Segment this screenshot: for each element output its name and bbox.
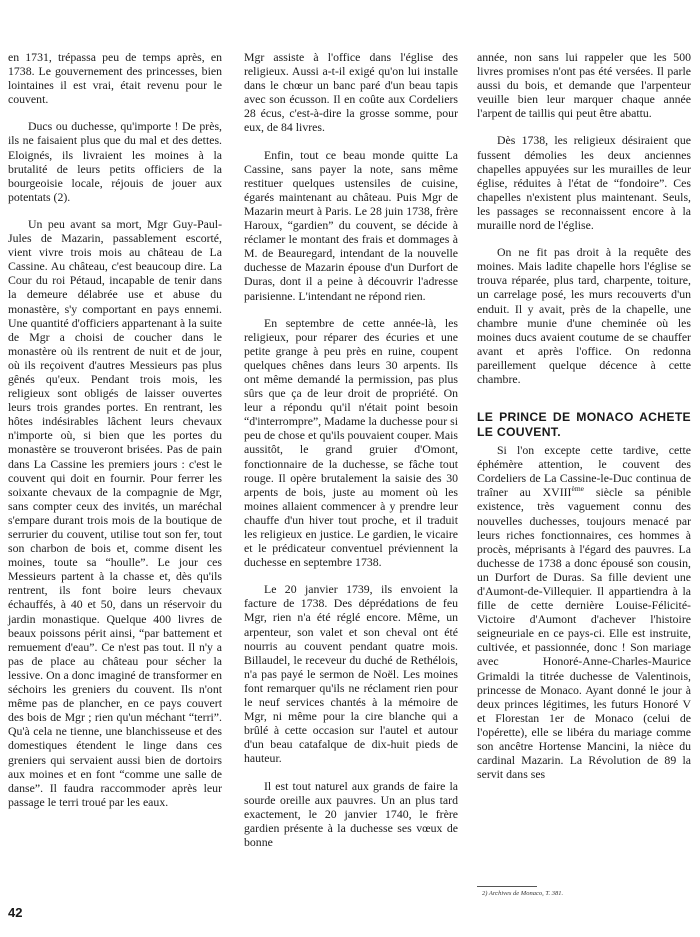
paragraph: Le 20 janvier 1739, ils envoient la facture de 1738. Des déprédations de feu Mgr, rien n'a été réglé encore. Même, un arpenteur, son valet et son cheval ont été nourris au couvent pendant quatre mois. Billaudel, le receveur du duché de Rethélois, n'a pas payé le sermon de Noël. Les moines font remarquer qu'ils ne réclament rien pour le neuf services chantés à la mémoire de Mgr, ni même pour la cire blanche qui a brûlé à cette occasion sur l'autel et autour d'un beau catafalque de dix-huit pieds de hauteur.	[244, 582, 458, 766]
text-column-2	[244, 50, 458, 862]
paragraph: Un peu avant sa mort, Mgr Guy-Paul-Jules de Mazarin, passablement escorté, vient vivre trois mois au château de La Cassine. Au château, c'est beaucoup dire. La Cour du roi Pétaud, incapable de tenir dans la demeure délabrée use et abuse du monastère, s'y comportant en pays ennemi. Une quantité d'officiers appartenant à la suite de Mgr a choisi de coucher dans le monastère où ils rentrent de nuit et de jour, où ils reçoivent d'autres Messieurs pas plus gênés qu'eux. Pendant trois mois, les religieux sont obligés de laisser ouvertes leurs trois grandes portes. En rentrant, les hôtes indésirables lâchent leurs chevaux n'importe où, si bien que les portes du monastère se trouveront brisées. Pas de pain dans La Cassine les premiers jours : c'est le couvent qui doit en fournir. Pour ferrer les soixante chevaux de la compagnie de Mgr, sans compter ceux des invités, un maréchal s'empare durant trois mois de la boutique de serrurier du couvent, utilise tout son fer, tout son charbon de bois et, comme disent les moines, toute sa “houlle”. Le jour ces Messieurs partent à la chasse et, dès qu'ils rentrent, ils font boire leurs chevaux échauffés, à 40 et 50, dans un réservoir du jardin monastique. Quelque 400 livres de beaux poissons périt ainsi, “par battement et remuement d'eau”. Ce n'est pas tout. Il n'y a pas de place au château pour sécher la lessive. On a donc imaginé de transformer en séchoirs les greniers du couvent. Ils n'ont même pas de plancher, en ce pays couvert des bois de Mgr ; rien qu'un méchant “terri”. Qu'à cela ne tienne, une blanchisseuse et des domestiques étendent le linge dans ces greniers qui servaient aussi bien de dortoirs aux moines et en font “comme une salle de danse”. Il faudra raccommoder après leur passage le terri troué par les eaux.	[8, 216, 222, 809]
paragraph: On ne fit pas droit à la requête des moines. Mais ladite chapelle hors l'église se trouva réparée, plus tard, charpente, toiture, un carrelage posé, les murs recouverts d'un enduit. Il y avait, près de la chapelle, une chambre munie d'une cheminée où les moines ducs avaient coutume de se chauffer avant et après l'office. On redonna pareillement quelque décence à cette chambre.	[477, 245, 691, 386]
section-heading: LE PRINCE DE MONACO ACHETE LE COUVENT.	[477, 410, 691, 439]
footnote: 2) Archives de Monaco, T. 381.	[482, 890, 564, 897]
paragraph: en 1731, trépassa peu de temps après, en 1738. Le gouvernement des princesses, bien lointaines il est vrai, était revenu pour le couvent.	[8, 50, 222, 107]
paragraph: Dès 1738, les religieux désiraient que fussent démolies les deux anciennes chapelles appuyées sur les murailles de leur église, réduites à l'état de “fondoire”. Ces chapelles n'existent plus maintenant. Seuls, les passages se reconnaissent encore à la muraille nord de l'église.	[477, 133, 691, 233]
text-column-3	[477, 50, 691, 794]
superscript: ème	[571, 484, 584, 494]
paragraph: En septembre de cette année-là, les religieux, pour réparer des écuries et une petite grange à peu près en ruine, coupent quelques chênes dans leurs 30 arpents. Ils ont même demandé la permission, pas plus sûrs que ça de leur droit de propriété. On leur a répondu qu'il n'était point besoin “d'interrompre”, Madame la duchesse pour si peu de chose et qu'ils pouvaient couper. Mais aussitôt, le grand gruier d'Omont, fonctionnaire de la duchesse, se fâche tout rouge. Il opère brutalement la saisie des 30 arpents de bois, juste au moment où les moines allaient commencer à y prendre leur chauffe d'un hiver tout proche, et il traduit les religieux en justice. Le gardien, le vicaire et le prédicateur conventuel préviennent la duchesse en septembre 1738.	[244, 315, 458, 570]
text-column-1	[8, 50, 222, 822]
page-number: 42	[8, 905, 23, 920]
paragraph: Il est tout naturel aux grands de faire la sourde oreille aux pauvres. Un an plus tard exactement, le 20 janvier 1740, le frère gardien présente à la duchesse ses vœux de bonne	[244, 778, 458, 849]
paragraph: Enfin, tout ce beau monde quitte La Cassine, sans payer la note, sans même restituer quelques ustensiles de cuisine, égarés maintenant au château. Puis Mgr de Mazarin meurt à Paris. Le 28 juin 1738, frère Haroux, “gardien” du couvent, se décide à réclamer le montant des frais et dommages à M. de Beauregard, intendant de la nouvelle duchesse de Mazarin épouse d'un Durfort de Duras, dont il a peine à découvrir l'adresse parisienne. L'intendant ne répond rien.	[244, 147, 458, 303]
paragraph-text: Si l'on excepte cette tardive, cette éphémère attention, le couvent des Cordeliers de La Cassine-le-Duc continua de traîner au XVIII	[477, 443, 691, 500]
paragraph	[477, 443, 691, 781]
footnote-rule	[477, 886, 537, 887]
paragraph: Ducs ou duchesse, qu'importe ! De près, ils ne faisaient plus que du mal et des dettes. Eloignés, ils livraient les moines à la brutalité de leurs petits officiers de la bourgeoisie locale, réjouis de jouer aux potentats (2).	[8, 119, 222, 204]
paragraph-text: siècle sa pénible existence, très vaguement connu des nouvelles duchesses, toujours menacé par leurs riches fonctionnaires, ces hommes à procès, méprisants à l'égard des pauvres. La duchesse de 1738 a donc épousé son cousin, un Durfort de Duras. Sa fille devient une d'Aumont-de-Villequier. Il appartiendra à la fille de cette dernière Louise-Félicité-Victoire d'Aumont d'achever l'histoire seigneuriale en ce pays-ci. Elle est instruite, cultivée, et passionnée, donc ! Son mariage avec Honoré-Anne-Charles-Maurice Grimaldi la titrée duchesse de Valentinois, princesse de Monaco. Ayant donné le jour à deux princes légitimes, les futurs Honoré V et Florestan 1er de Monaco (celui de l'opérette), elle se libéra du mariage comme son ancêtre Hortense Mancini, la nièce du cardinal Mazarin. La Révolution de 89 la servit dans ses	[477, 485, 691, 782]
paragraph: année, non sans lui rappeler que les 500 livres promises n'ont pas été versées. Il parle aussi du bois, et demande que l'arpenteur veuille bien leur marquer chaque année l'arpent de taillis qui peut être abattu.	[477, 50, 691, 121]
paragraph: Mgr assiste à l'office dans l'église des religieux. Aussi a-t-il exigé qu'on lui installe dans le chœur un banc paré d'un beau tapis avec son écusson. Il en coûte aux Cordeliers 28 écus, c'est-à-dire la grosse somme, pour eux, de 84 livres.	[244, 50, 458, 135]
